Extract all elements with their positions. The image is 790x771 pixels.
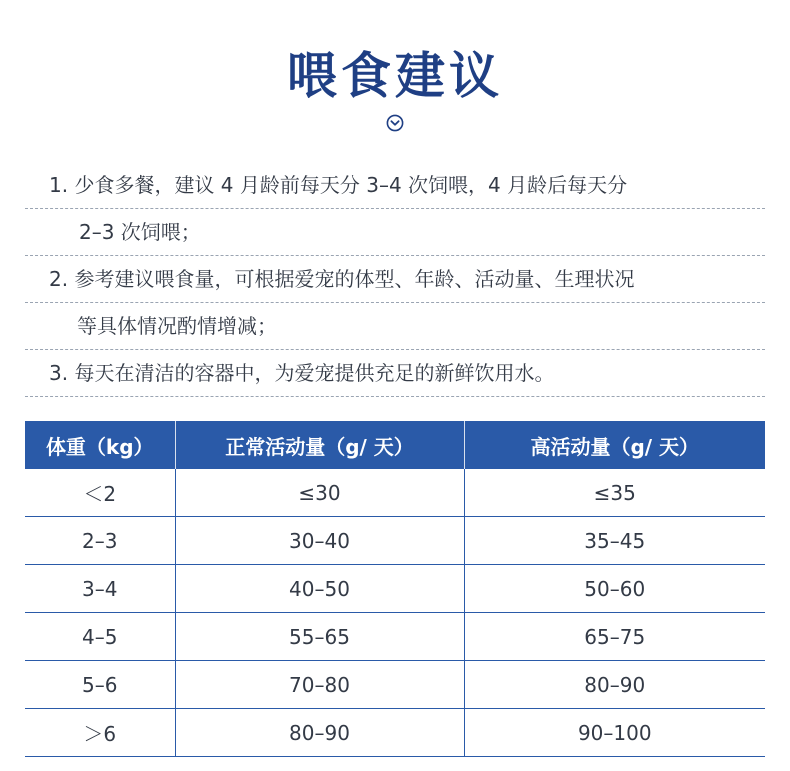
table-header-row: [25, 421, 765, 469]
cell-normal: 40–50: [175, 565, 464, 613]
cell-weight: ＞6: [25, 709, 175, 757]
feeding-tips-list: [25, 162, 765, 397]
cell-weight: ＜2: [25, 469, 175, 517]
header-weight: 体重（kg）: [25, 421, 175, 469]
table-row: [25, 469, 765, 517]
chevron-down-circle-icon: [386, 114, 404, 132]
cell-weight: 2–3: [25, 517, 175, 565]
cell-normal: 70–80: [175, 661, 464, 709]
header-normal-activity: 正常活动量（g/ 天）: [175, 421, 464, 469]
cell-high: 90–100: [464, 709, 765, 757]
tip-2-line-1: 2. 参考建议喂食量，可根据爱宠的体型、年龄、活动量、生理状况: [25, 256, 765, 303]
cell-high: 35–45: [464, 517, 765, 565]
tip-2-line-2: 等具体情况酌情增减；: [25, 303, 765, 350]
table-row: [25, 613, 765, 661]
page-title: 喂食建议: [287, 47, 503, 105]
table-row: [25, 517, 765, 565]
feeding-amount-table: [25, 421, 765, 757]
cell-normal: 55–65: [175, 613, 464, 661]
table-row: [25, 661, 765, 709]
cell-weight: 5–6: [25, 661, 175, 709]
header-high-activity: 高活动量（g/ 天）: [464, 421, 765, 469]
cell-high: 80–90: [464, 661, 765, 709]
cell-normal: ≤30: [175, 469, 464, 517]
cell-normal: 30–40: [175, 517, 464, 565]
tip-3-line-1: 3. 每天在清洁的容器中，为爱宠提供充足的新鲜饮用水。: [25, 350, 765, 397]
tip-1-line-1: 1. 少食多餐，建议 4 月龄前每天分 3–4 次饲喂，4 月龄后每天分: [25, 162, 765, 209]
tip-1-line-2: 2–3 次饲喂；: [25, 209, 765, 256]
table-row: [25, 709, 765, 757]
cell-weight: 4–5: [25, 613, 175, 661]
cell-high: ≤35: [464, 469, 765, 517]
cell-normal: 80–90: [175, 709, 464, 757]
cell-weight: 3–4: [25, 565, 175, 613]
table-row: [25, 565, 765, 613]
cell-high: 50–60: [464, 565, 765, 613]
cell-high: 65–75: [464, 613, 765, 661]
